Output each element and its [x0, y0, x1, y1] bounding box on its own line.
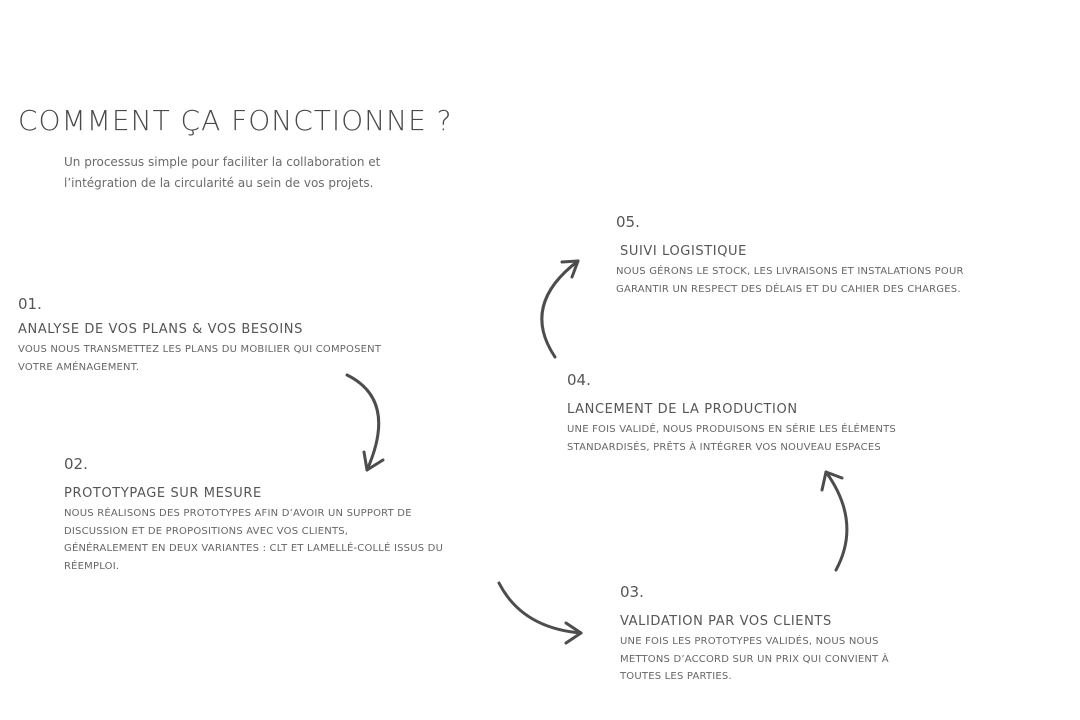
page-title: COMMENT ÇA FONCTIONNE ?	[18, 104, 453, 137]
curved-arrow-icon	[542, 261, 578, 357]
step-description-line: DISCUSSION ET DE PROPOSITIONS AVEC VOS CLIENTS,	[64, 525, 349, 537]
step-number: 04.	[567, 371, 591, 389]
step-description-line: UNE FOIS LES PROTOTYPES VALIDÉS, NOUS NOUS	[620, 636, 879, 647]
step-number: 05.	[616, 213, 640, 231]
step-title: VALIDATION PAR VOS CLIENTS	[620, 614, 832, 629]
step-title: LANCEMENT DE LA PRODUCTION	[567, 402, 798, 417]
step-description-line: GARANTIR UN RESPECT DES DÉLAIS ET DU CAHIER DES CHARGES.	[616, 283, 961, 295]
step-description-line: VOTRE AMÉNAGEMENT.	[18, 361, 140, 373]
step-description-line: VOUS NOUS TRANSMETTEZ LES PLANS DU MOBILIER QUI COMPOSENT	[18, 344, 382, 355]
step-description-line: UNE FOIS VALIDÉ, NOUS PRODUISONS EN SÉRIE LES ÉLÉMENTS	[567, 424, 896, 435]
curved-arrow-icon	[822, 472, 847, 570]
step-description-line: RÉEMPLOI.	[64, 560, 120, 572]
step-title: ANALYSE DE VOS PLANS & VOS BESOINS	[18, 322, 303, 337]
step-title: SUIVI LOGISTIQUE	[620, 244, 747, 259]
curved-arrow-icon	[347, 375, 383, 470]
step-number: 02.	[64, 455, 88, 473]
step-description-line: NOUS RÉALISONS DES PROTOTYPES AFIN D’AVOIR UN SUPPORT DE	[64, 508, 412, 519]
step-description-line: TOUTES LES PARTIES.	[620, 671, 732, 682]
step-description-line: STANDARDISÉS, PRÊTS À INTÉGRER VOS NOUVEAU ESPACES	[567, 441, 881, 453]
step-description-line: GÉNÉRALEMENT EN DEUX VARIANTES : CLT ET LAMELLÉ-COLLÉ ISSUS DU	[64, 543, 444, 554]
step-description-line: METTONS D’ACCORD SUR UN PRIX QUI CONVIENT À	[620, 653, 889, 665]
step-number: 01.	[18, 295, 42, 313]
subtitle-line-1: Un processus simple pour faciliter la collaboration et	[64, 155, 381, 169]
step-number: 03.	[620, 583, 644, 601]
curved-arrow-icon	[499, 583, 581, 643]
step-description-line: NOUS GÉRONS LE STOCK, LES LIVRAISONS ET INSTALATIONS POUR	[616, 266, 964, 277]
step-title: PROTOTYPAGE SUR MESURE	[64, 486, 262, 501]
subtitle-line-2: l’intégration de la circularité au sein de vos projets.	[64, 176, 374, 190]
